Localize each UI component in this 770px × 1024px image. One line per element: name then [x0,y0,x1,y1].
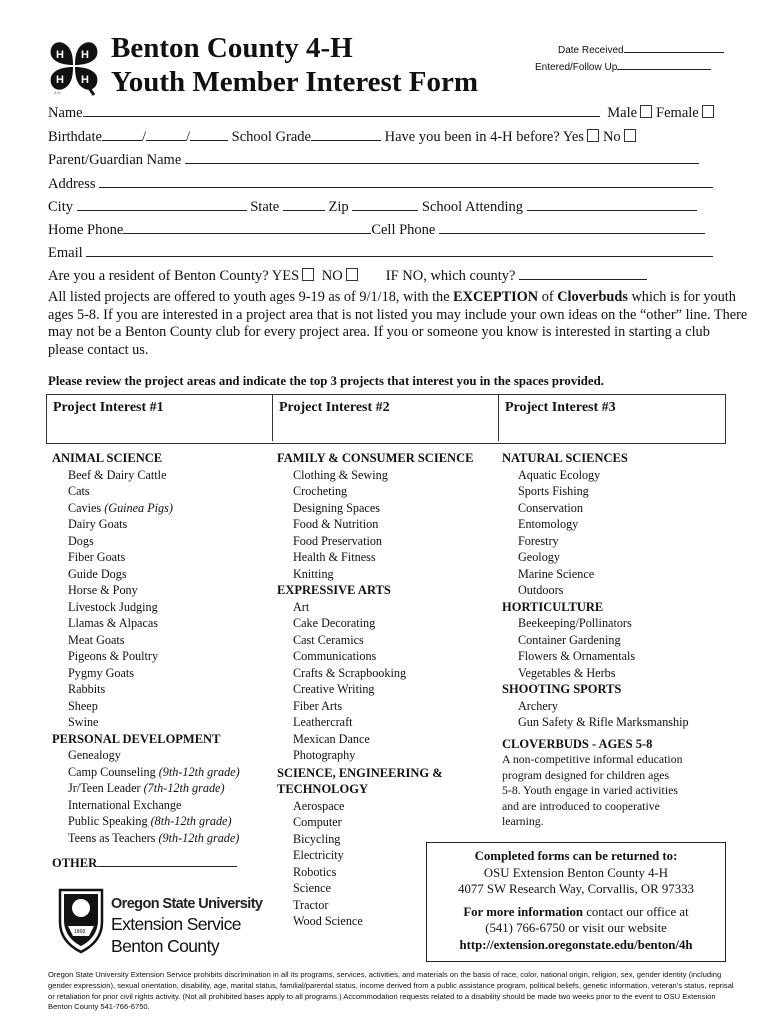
address-row [48,173,713,193]
list-item: Container Gardening [518,632,621,647]
cloverbuds-description-line: program designed for children ages [502,767,670,782]
list-item: Archery [518,698,558,713]
no-label: No [602,129,621,145]
svg-text:H: H [81,49,89,61]
list-item: Designing Spaces [293,500,380,515]
4h-clover-logo [46,38,102,96]
list-item: Robotics [293,864,337,879]
list-item [68,830,267,847]
address-input[interactable] [99,173,713,188]
list-item: Science [293,881,331,895]
cell-phone-label: Cell Phone [371,222,436,238]
column-1 [52,450,267,872]
state-label: State [250,199,280,215]
school-grade-input[interactable] [311,126,381,141]
list-item: Wood Science [293,914,363,928]
camp-note: (9th-12th grade) [158,764,240,779]
birth-year-input[interactable] [190,126,228,141]
teens-label: Teens as Teachers [68,830,159,845]
instruction-text: Please review the project areas and indicate the top 3 projects that interest you in the spaces provided. [48,374,604,388]
parent-label: Parent/Guardian Name [48,152,182,168]
more-info-bold: For more information [463,904,583,919]
project-interest-table [46,394,726,444]
name-input[interactable] [83,102,600,117]
list-item: Horse & Pony [68,583,138,597]
list-item: Health & Fitness [293,550,376,564]
horticulture-heading: HORTICULTURE [502,599,604,614]
svg-text:H: H [56,74,64,86]
svg-text:H: H [56,49,64,61]
female-checkbox[interactable] [702,105,714,118]
list-item: Fiber Goats [68,550,126,564]
phone-line: (541) 766-6750 or visit our website [485,921,667,935]
list-item: Conservation [518,500,583,515]
set-heading: SCIENCE, ENGINEERING & [277,765,443,780]
public-note: (8th-12th grade) [150,814,232,828]
more-info-rest: contact our office at [583,904,689,919]
phone-row [48,219,705,239]
natural-sciences-heading: NATURAL SCIENCES [502,451,628,465]
list-item: Creative Writing [293,682,375,696]
list-item: Vegetables & Herbs [518,665,616,680]
list-item: Fiber Arts [293,698,343,713]
list-item: Electricity [293,848,344,862]
expressive-arts-heading: EXPRESSIVE ARTS [277,583,391,597]
school-attending-label: School Attending [421,199,523,215]
date-received-row [558,42,724,56]
list-item: Bicycling [293,831,341,846]
intro-of: of [538,289,558,305]
website-link[interactable]: http://extension.oregonstate.edu/benton/4h [459,937,693,952]
animal-science-heading: ANIMAL SCIENCE [52,451,163,465]
list-item: Crocheting [293,484,348,498]
cloverbuds-description-line: and are introduced to cooperative [502,798,660,813]
project-interest-2[interactable]: Project Interest #2 [273,395,499,441]
list-item: Pigeons & Poultry [68,649,159,663]
other-label: OTHER [52,856,98,870]
list-item: Knitting [293,566,334,581]
email-label: Email [48,245,83,261]
resident-label: Are you a resident of Benton County? YES [48,268,300,284]
list-item: Beef & Dairy Cattle [68,467,167,482]
list-item: Sports Fishing [518,484,589,498]
logo-text: 4-H [54,90,61,95]
city-row [48,196,697,216]
date-received-input[interactable] [624,42,724,53]
slash: / [141,129,146,145]
camp-label: Camp Counseling [68,764,159,779]
return-info-box [426,842,726,962]
female-label: Female [656,105,699,121]
other-input[interactable] [97,854,237,867]
teens-note: (9th-12th grade) [158,830,240,845]
resident-no-checkbox[interactable] [346,268,358,281]
resident-row [48,265,647,285]
school-grade-label: School Grade [231,129,311,145]
list-item: Rabbits [68,682,106,696]
entered-follow-up-input[interactable] [617,59,711,70]
parent-row [48,149,699,169]
list-item: Geology [518,550,560,564]
been-in-4h-label: Have you been in 4-H before? Yes [384,129,584,145]
column-3 [502,450,752,830]
list-item: Cast Ceramics [293,632,364,647]
birth-month-input[interactable] [102,126,142,141]
school-attending-input[interactable] [527,196,697,211]
email-row [48,242,713,262]
osu-benton-county: Benton County [111,936,219,956]
no-checkbox[interactable] [624,129,636,142]
family-consumer-heading: FAMILY & CONSUMER SCIENCE [277,451,474,465]
osu-university-name: Oregon State University [111,896,263,912]
list-item: Swine [68,715,99,729]
list-item [68,500,267,517]
list-item: Aerospace [293,798,345,813]
cloverbuds-description-line: A non-competitive informal education [502,752,683,766]
male-label: Male [607,105,638,121]
resident-no-label: NO [321,268,343,284]
address-label: Address [48,176,96,192]
osu-seal-icon [56,884,106,954]
exception-word: EXCEPTION [453,289,539,305]
birthdate-label: Birthdate [48,129,102,145]
return-line-2: 4077 SW Research Way, Corvallis, OR 97333 [458,882,694,896]
which-county-label: IF NO, which county? [385,268,516,284]
list-item: Cake Decorating [293,616,376,630]
list-item: Pygmy Goats [68,665,135,680]
name-label: Name [48,105,83,121]
public-label: Public Speaking [68,814,151,828]
list-item: Dogs [68,533,94,548]
cavies-note: (Guinea Pigs) [104,500,173,515]
male-checkbox[interactable] [640,105,652,118]
list-item: Cats [68,484,90,498]
city-input[interactable] [77,196,247,211]
email-input[interactable] [86,242,713,257]
list-item: Tractor [293,897,329,912]
home-phone-input[interactable] [123,219,371,234]
list-item: Computer [293,815,342,829]
slash: / [186,129,191,145]
list-item: Livestock Judging [68,599,158,614]
list-item: Forestry [518,533,559,548]
date-received-label: Date Received [558,45,624,56]
set-heading-2: TECHNOLOGY [277,782,368,796]
osu-seal-year: 1868 [74,929,86,935]
list-item: Outdoors [518,583,564,597]
intro-paragraph [48,289,748,359]
cavies-label: Cavies [68,500,105,515]
shooting-sports-heading: SHOOTING SPORTS [502,682,622,696]
list-item: Llamas & Alpacas [68,616,159,630]
title-line-1: Benton County 4-H [111,32,353,64]
list-item: Crafts & Scrapbooking [293,665,407,680]
more-info-line [427,904,725,921]
list-item: Flowers & Ornamentals [518,649,636,663]
intro-text-2: which is for youth ages 5-8. If you are interested in a project area that is not listed you may include your own ideas on the “other” line. There may not be a Benton County club for every project area. If you or someone you know is interested in starting a club please contact us. [48,289,748,358]
list-item: Aquatic Ecology [518,467,601,482]
project-interest-1[interactable]: Project Interest #1 [47,395,273,441]
jr-note: (7th-12th grade) [143,781,225,795]
state-input[interactable] [283,196,325,211]
list-item: Mexican Dance [293,731,370,746]
project-interest-3[interactable]: Project Interest #3 [505,400,616,415]
list-item: Dairy Goats [68,517,128,531]
intro-text: All listed projects are offered to youth ages 9-19 as of 9/1/18, with the [48,289,454,305]
osu-extension-service: Extension Service [111,914,241,934]
list-item: Art [293,599,310,614]
list-item: Beekeeping/Pollinators [518,616,632,630]
personal-development-heading: PERSONAL DEVELOPMENT [52,731,221,746]
return-line-1: OSU Extension Benton County 4-H [483,865,669,880]
list-item [68,764,267,781]
list-item: Clothing & Sewing [293,467,388,482]
list-item: International Exchange [68,797,182,812]
entered-row [535,59,711,73]
list-item: Entomology [518,517,579,531]
cloverbuds-word: Cloverbuds [557,289,628,305]
list-item: Sheep [68,698,98,713]
list-item: Meat Goats [68,632,125,647]
return-heading: Completed forms can be returned to: [474,849,678,863]
svg-text:H: H [81,74,89,86]
zip-input[interactable] [352,196,418,211]
parent-input[interactable] [185,149,699,164]
list-item: Photography [293,748,356,762]
list-item: Marine Science [518,566,595,581]
cell-phone-input[interactable] [439,219,705,234]
list-item [68,780,267,797]
list-item: Food Preservation [293,533,383,548]
list-item: Communications [293,649,377,663]
home-phone-label: Home Phone [48,222,124,238]
nondiscrimination-footer: Oregon State University Extension Service prohibits discrimination in all its programs, services, activities, and materials on the basis of race, color, national origin, religion, sex, gender identity (including gender expression), sexual orientation, disability, age, marital status, familial/parental status, income derived from a public assistance program, political beliefs, genetic information, veteran’s status, reprisal or retaliation for prior civil rights activity. (Not all prohibited bases apply to all programs.) Accommodation requests related to a disability should be made two weeks prior to the event to OSU Extension Benton County 541-766-6750. [48,970,734,1012]
zip-label: Zip [328,199,349,215]
list-item: Genealogy [68,748,121,762]
resident-yes-checkbox[interactable] [302,268,314,281]
yes-checkbox[interactable] [587,129,599,142]
list-item: Gun Safety & Rifle Marksmanship [518,715,689,729]
jr-label: Jr/Teen Leader [68,781,144,795]
list-item: Leathercraft [293,715,353,729]
entered-follow-up-label: Entered/Follow Up [535,62,618,73]
title-line-2: Youth Member Interest Form [111,66,478,98]
cloverbuds-description-line: learning. [502,814,544,828]
cloverbuds-heading: CLOVERBUDS - AGES 5-8 [502,736,653,751]
other-row [52,854,267,872]
city-label: City [48,199,73,215]
birthdate-row [48,126,640,146]
list-item [68,813,267,830]
list-item: Food & Nutrition [293,517,379,531]
cloverbuds-description-line: 5-8. Youth engage in varied activities [502,783,678,797]
name-row [48,102,718,122]
list-item: Guide Dogs [68,566,127,581]
county-input[interactable] [519,265,647,280]
birth-day-input[interactable] [146,126,186,141]
